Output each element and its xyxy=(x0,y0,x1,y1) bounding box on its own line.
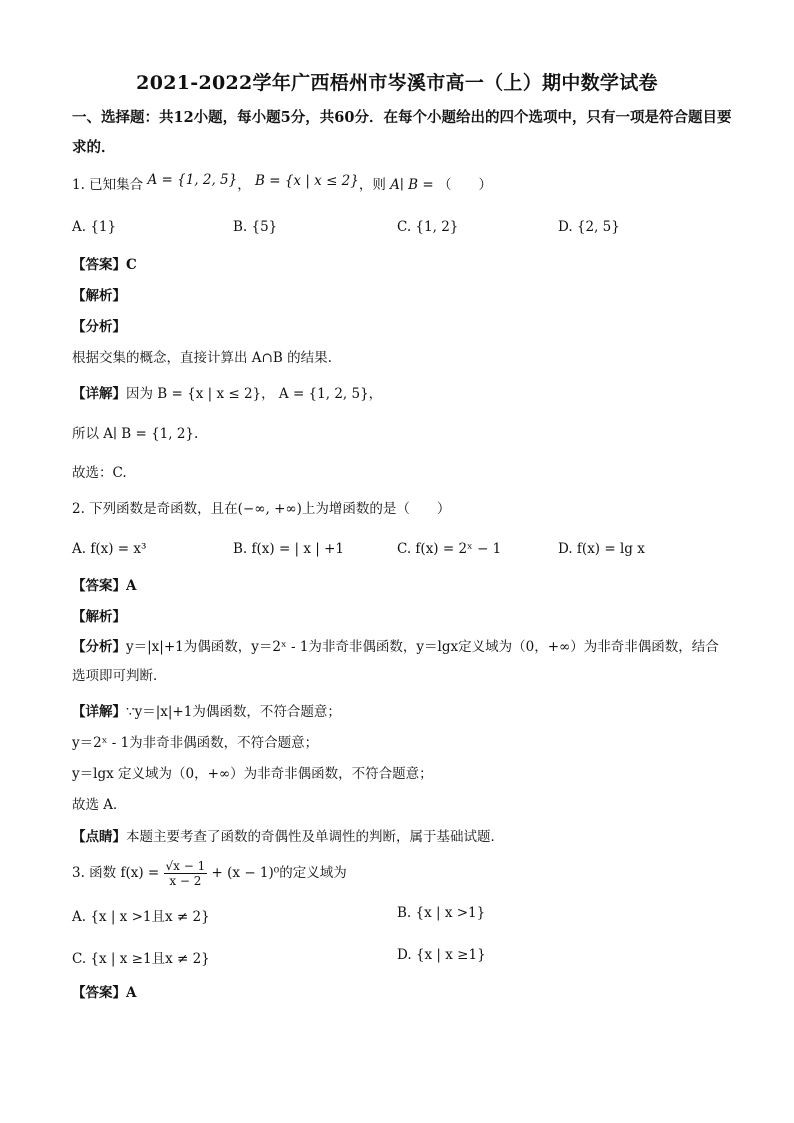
q3-option-d: D. {x | x ≥1} xyxy=(397,947,486,963)
q1-option-a: A. {1} xyxy=(72,219,117,235)
q1-choose: 故选：C. xyxy=(72,465,127,481)
q2-dianjing: 【点睛】本题主要考查了函数的奇偶性及单调性的判断，属于基础试题． xyxy=(72,829,504,845)
question-3-stem: 3. 函数 f(x) = $\frac{√x - 1}{x - 2}$ + (x − 1)⁰的定义域为 xyxy=(72,859,347,888)
set-b-expr: B = {x | x ≤ 2} xyxy=(255,173,359,189)
question-2-stem: 2. 下列函数是奇函数，且在(−∞, +∞)上为增函数的是（ ） xyxy=(72,501,451,517)
q1-option-d: D. {2, 5} xyxy=(558,219,620,235)
q1-fenxi-text: 根据交集的概念，直接计算出 A∩B 的结果. xyxy=(72,350,332,366)
q3-option-b: B. {x | x >1} xyxy=(397,905,486,921)
q1-option-c: C. {1, 2} xyxy=(397,219,459,235)
q2-answer: 【答案】A xyxy=(72,578,137,594)
q1-option-b: B. {5} xyxy=(233,219,278,235)
q1-detail: 【详解】因为 B = {x | x ≤ 2}， A = {1, 2, 5}， xyxy=(72,386,383,402)
q1-fenxi-label: 【分析】 xyxy=(72,319,126,335)
q3-option-c: C. {x | x ≥1且x ≠ 2} xyxy=(72,951,210,967)
set-a-expr: A = {1, 2, 5} xyxy=(147,172,238,188)
q2-detail-3: y＝lgx 定义域为（0，+∞）为非奇非偶函数，不符合题意； xyxy=(72,766,433,782)
page-title: 2021-2022学年广西梧州市岑溪市高一（上）期中数学试卷 xyxy=(136,72,658,94)
q2-detail-1: 【详解】∵y＝|x|+1为偶函数，不符合题意； xyxy=(72,704,341,720)
q2-fenxi: 【分析】y＝|x|+1为偶函数，y＝2ˣ - 1为非奇非偶函数，y＝lgx定义域为（0，+∞）为非奇非偶函数，结合选项即可判断． xyxy=(72,639,719,684)
q2-detail-2: y＝2ˣ - 1为非奇非偶函数，不符合题意； xyxy=(72,735,319,751)
q2-option-c: C. f(x) = 2ˣ − 1 xyxy=(397,541,502,557)
q1-answer: 【答案】C xyxy=(72,257,137,273)
q2-analysis-label: 【解析】 xyxy=(72,609,126,625)
q1-analysis-label: 【解析】 xyxy=(72,288,126,304)
intersection-expr: A∣ B = xyxy=(390,177,434,193)
q2-choose: 故选 A． xyxy=(72,797,127,813)
q2-option-a: A. f(x) = x³ xyxy=(72,541,147,557)
q2-option-b: B. f(x) = | x | +1 xyxy=(233,541,345,557)
q2-option-d: D. f(x) = lg x xyxy=(558,541,645,557)
section-heading: 一、选择题：共12小题，每小题5分，共60分．在每个小题给出的四个选项中，只有一项是符合题目要求的． xyxy=(72,109,732,156)
question-1-stem: 1. 已知集合 A = {1, 2, 5}， B = {x | x ≤ 2}，则 A∣ B = （ ） xyxy=(72,172,492,193)
q1-conclusion: 所以 A∣ B = {1, 2}. xyxy=(72,426,199,442)
fraction-expr: $\frac{√x - 1}{x - 2}$ xyxy=(165,859,206,888)
q3-answer: 【答案】A xyxy=(72,985,137,1001)
q3-option-a: A. {x | x >1且x ≠ 2} xyxy=(72,909,210,925)
